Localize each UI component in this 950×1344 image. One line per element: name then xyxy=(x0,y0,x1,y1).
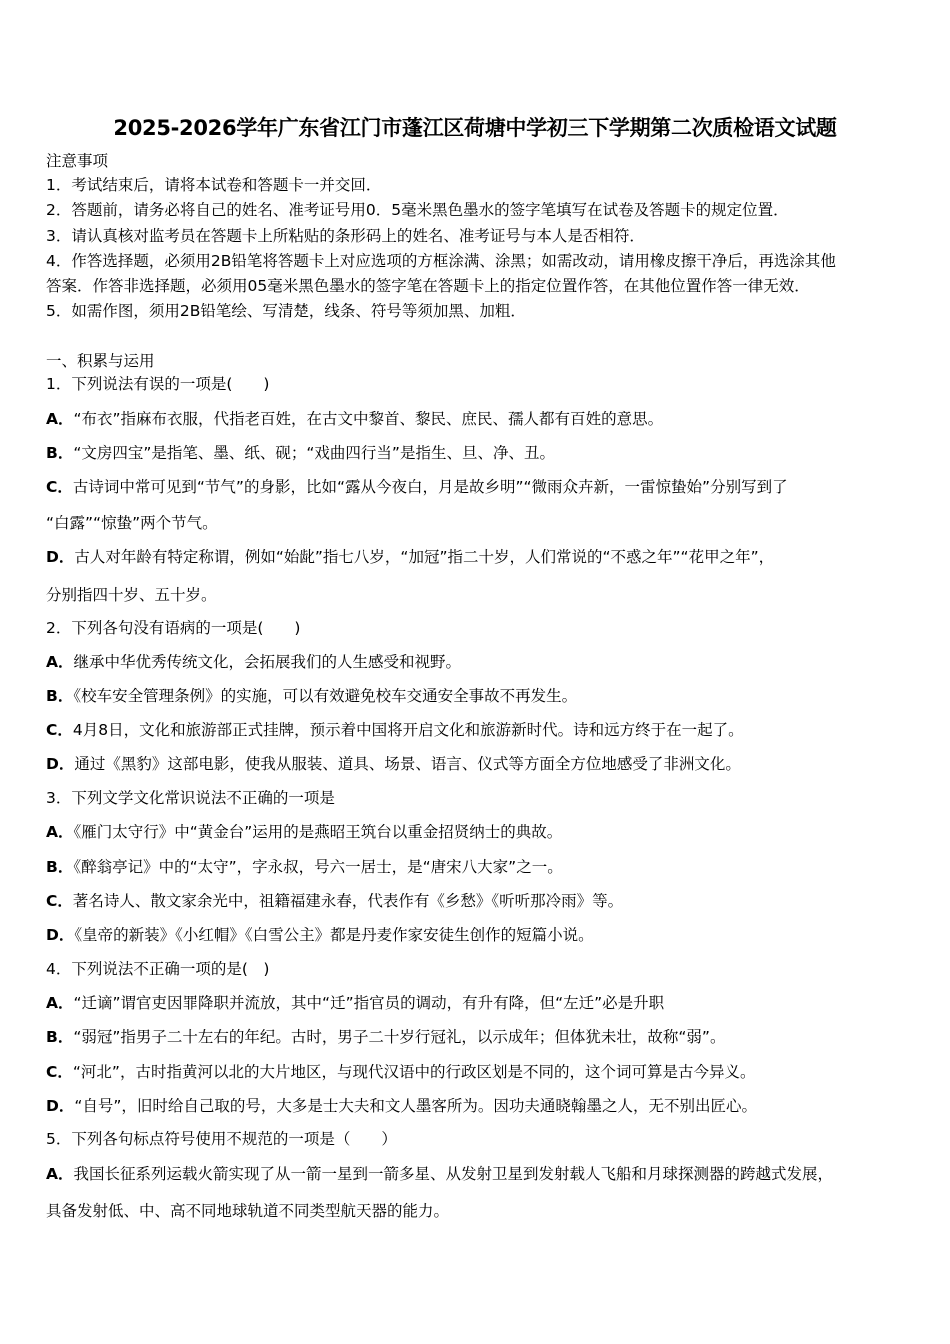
option-text: “迁谪”谓官吏因罪降职并流放，其中“迁”指官员的调动，有升有降，但“左迁”必是升职 xyxy=(73,994,665,1012)
answer-option xyxy=(46,1062,755,1082)
option-text: 继承中华优秀传统文化，会拓展我们的人生感受和视野。 xyxy=(73,653,462,671)
option-label: D． xyxy=(46,755,75,773)
option-label: A． xyxy=(46,1165,74,1183)
option-label: C． xyxy=(46,1063,73,1081)
option-label: A． xyxy=(46,994,74,1012)
answer-option xyxy=(46,686,577,706)
notice-heading: 注意事项 xyxy=(46,152,109,170)
option-label: C． xyxy=(46,892,73,910)
option-text: 《醉翁亭记》中的“太守”，字永叔，号六一居士，是“唐宋八大家”之一。 xyxy=(73,858,563,876)
answer-option xyxy=(46,1164,833,1184)
answer-option xyxy=(46,754,741,774)
answer-option xyxy=(46,857,563,877)
answer-option xyxy=(46,652,461,672)
answer-option xyxy=(46,409,663,429)
answer-option xyxy=(46,477,788,497)
option-text: 《雁门太守行》中“黄金台”运用的是燕昭王筑台以重金招贤纳士的典故。 xyxy=(73,823,563,841)
notice-item: 5．如需作图，须用2B铅笔绘、写清楚，线条、符号等须加黑、加粗． xyxy=(46,302,526,320)
answer-option xyxy=(46,1027,725,1047)
answer-option xyxy=(46,547,774,567)
option-text: 4月8日，文化和旅游部正式挂牌，预示着中国将开启文化和旅游新时代。诗和远方终于在一起了。 xyxy=(72,721,744,739)
answer-option xyxy=(46,443,555,463)
answer-option xyxy=(46,822,562,842)
option-text: 著名诗人、散文家余光中，祖籍福建永春，代表作有《乡愁》《听听那冷雨》等。 xyxy=(72,892,624,910)
notice-item: 1．考试结束后，请将本试卷和答题卡一并交回． xyxy=(46,176,382,194)
option-label: D． xyxy=(46,926,75,944)
option-label: D． xyxy=(46,1097,75,1115)
notice-item: 3．请认真核对监考员在答题卡上所粘贴的条形码上的姓名、准考证号与本人是否相符． xyxy=(46,227,645,245)
answer-option xyxy=(46,993,664,1013)
option-text: 通过《黑豹》这部电影，使我从服装、道具、场景、语言、仪式等方面全方位地感受了非洲文化。 xyxy=(74,755,741,773)
answer-option xyxy=(46,720,744,740)
option-text: “布衣”指麻布衣服，代指老百姓，在古文中黎首、黎民、庶民、孺人都有百姓的意思。 xyxy=(73,410,664,428)
option-label: C． xyxy=(46,721,73,739)
answer-option xyxy=(46,1096,757,1116)
option-label: B． xyxy=(46,1028,74,1046)
option-text: 《皇帝的新装》《小红帽》《白雪公主》都是丹麦作家安徒生创作的短篇小说。 xyxy=(74,926,594,944)
option-label: A． xyxy=(46,653,74,671)
option-text: “弱冠”指男子二十左右的年纪。古时，男子二十岁行冠礼，以示成年；但体犹未壮，故称“弱”。 xyxy=(73,1028,726,1046)
option-label: A． xyxy=(46,823,74,841)
answer-option-continuation: 分别指四十岁、五十岁。 xyxy=(46,586,217,604)
question-stem: 3．下列文学文化常识说法不正确的一项是 xyxy=(46,789,335,807)
option-text: “河北”，古时指黄河以北的大片地区，与现代汉语中的行政区划是不同的，这个词可算是古今异义。 xyxy=(72,1063,756,1081)
section-heading: 一、积累与运用 xyxy=(46,352,155,370)
option-label: C． xyxy=(46,478,73,496)
answer-option-continuation: “白露”“惊蛰”两个节气。 xyxy=(46,514,218,532)
option-text: 《校车安全管理条例》的实施，可以有效避免校车交通安全事故不再发生。 xyxy=(73,687,578,705)
question-stem: 4．下列说法不正确一项的是( ) xyxy=(46,960,270,978)
notice-item: 4．作答选择题，必须用2B铅笔将答题卡上对应选项的方框涂满、涂黑；如需改动，请用橡皮擦干净后，再选涂其他 xyxy=(46,252,836,270)
document-title: 2025-2026学年广东省江门市蓬江区荷塘中学初三下学期第二次质检语文试题 xyxy=(113,116,837,140)
option-label: B． xyxy=(46,687,74,705)
question-stem: 5．下列各句标点符号使用不规范的一项是（ ） xyxy=(46,1130,397,1148)
question-stem: 1．下列说法有误的一项是( ) xyxy=(46,375,270,393)
option-text: 古诗词中常可见到“节气”的身影，比如“露从今夜白，月是故乡明”“微雨众卉新，一雷惊蛰始”分别写到了 xyxy=(72,478,788,496)
option-label: B． xyxy=(46,444,74,462)
option-label: A． xyxy=(46,410,74,428)
option-label: D． xyxy=(46,548,75,566)
option-text: 古人对年龄有特定称谓，例如“始龀”指七八岁，“加冠”指二十岁，人们常说的“不惑之年”“花甲之年”， xyxy=(74,548,775,566)
option-text: “文房四宝”是指笔、墨、纸、砚；“戏曲四行当”是指生、旦、净、丑。 xyxy=(73,444,555,462)
option-text: “自号”，旧时给自己取的号，大多是士大夫和文人墨客所为。因功夫通晓翰墨之人，无不别出匠心。 xyxy=(74,1097,757,1115)
option-label: B． xyxy=(46,858,74,876)
notice-item: 答案．作答非选择题，必须用05毫米黑色墨水的签字笔在答题卡上的指定位置作答，在其他位置作答一律无效． xyxy=(46,277,810,295)
notice-item: 2．答题前，请务必将自己的姓名、准考证号用0．5毫米黑色墨水的签字笔填写在试卷及答题卡的规定位置． xyxy=(46,201,789,219)
answer-option xyxy=(46,891,623,911)
answer-option xyxy=(46,925,594,945)
question-stem: 2．下列各句没有语病的一项是( ) xyxy=(46,619,301,637)
option-text: 我国长征系列运载火箭实现了从一箭一星到一箭多星、从发射卫星到发射载人飞船和月球探测器的跨越式发展， xyxy=(73,1165,834,1183)
answer-option-continuation: 具备发射低、中、高不同地球轨道不同类型航天器的能力。 xyxy=(46,1202,450,1220)
